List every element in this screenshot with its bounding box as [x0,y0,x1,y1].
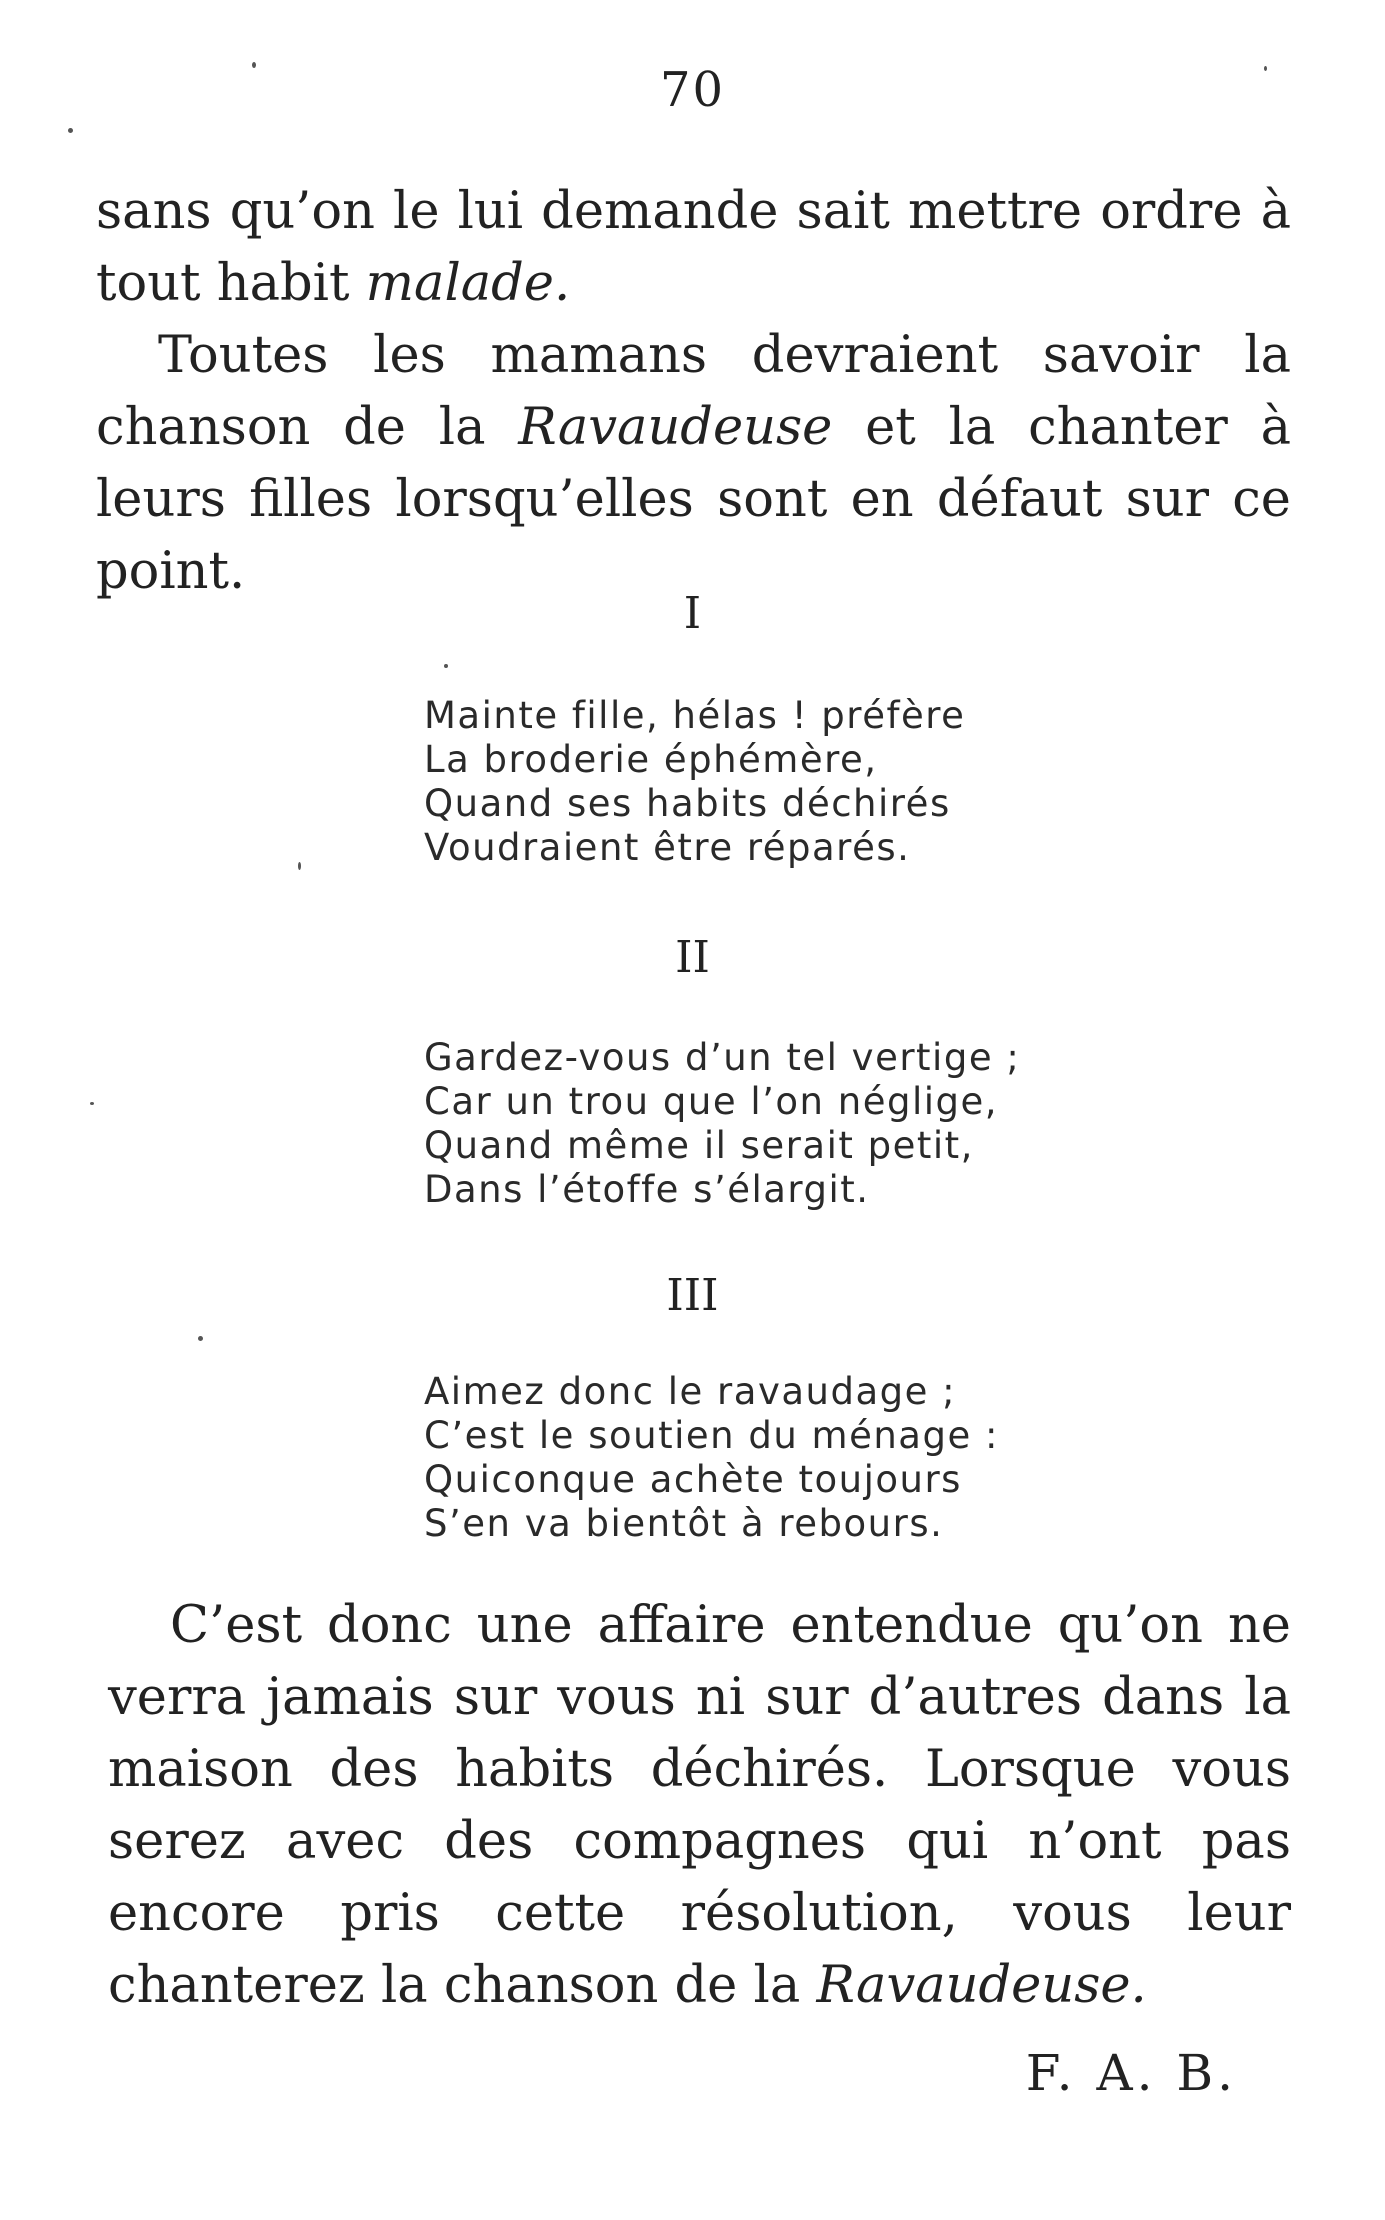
stanza-line: Quiconque achète toujours [424,1458,962,1501]
paragraph-2 [96,320,1291,608]
stanza-line: La broderie éphémère, [424,738,878,781]
paragraph-3-text: C’est donc une affaire entendue qu’on ne verra jamais sur vous ni sur d’autres dans la maison des habits déchirés. Lorsque vous serez avec des compagnes qui n’ont pas encore pris cette résolution, vous leur chanterez la chanson de la [108,1596,1291,2015]
stanza-line: C’est le soutien du ménage : [424,1414,999,1457]
signature-initials: F. A. B. [1025,2044,1237,2102]
paragraph-1-text: sans qu’on le lui demande sait mettre ordre à tout habit [96,182,1291,313]
scan-speck [68,128,73,133]
stanza-line: Quand ses habits déchirés [424,782,951,825]
stanza-line: Gardez-vous d’un tel vertige ; [424,1036,1021,1079]
paragraph-3 [108,1590,1291,2022]
stanza-line: Dans l’étoffe s’élargit. [424,1168,870,1211]
scan-speck [298,862,301,870]
stanza-line: Voudraient être réparés. [424,826,911,869]
stanza-numeral-3: III [666,1270,719,1321]
stanza-line: Mainte fille, hélas ! préfère [424,694,966,737]
scan-speck [1264,66,1267,71]
scan-speck [252,62,256,68]
scan-speck [90,1102,94,1105]
stanza-line: Quand même il serait petit, [424,1124,974,1167]
paragraph-2-text-start: Toutes les mamans devraient savoir la chanson de la [96,326,1291,457]
paragraph-3-italic: Ravaudeuse. [816,1956,1147,2015]
page-number: 70 [659,62,726,118]
stanza-line: Car un trou que l’on néglige, [424,1080,999,1123]
stanza-2 [424,1036,1064,1212]
paragraph-1-italic: malade. [365,254,571,313]
paragraph-2-italic: Ravaudeuse [518,398,833,457]
stanza-3 [424,1370,1064,1546]
scan-speck [198,1336,203,1341]
stanza-numeral-1: I [683,588,702,639]
paragraph-1 [96,176,1291,320]
stanza-numeral-2: II [675,932,710,983]
stanza-1 [424,694,1064,870]
stanza-line: Aimez donc le ravaudage ; [424,1370,957,1413]
paragraph-2-text-end: et la chanter à leurs filles lorsqu’elles sont en défaut sur ce point. [96,398,1291,601]
scan-speck [444,664,448,668]
stanza-line: S’en va bientôt à rebours. [424,1502,944,1545]
